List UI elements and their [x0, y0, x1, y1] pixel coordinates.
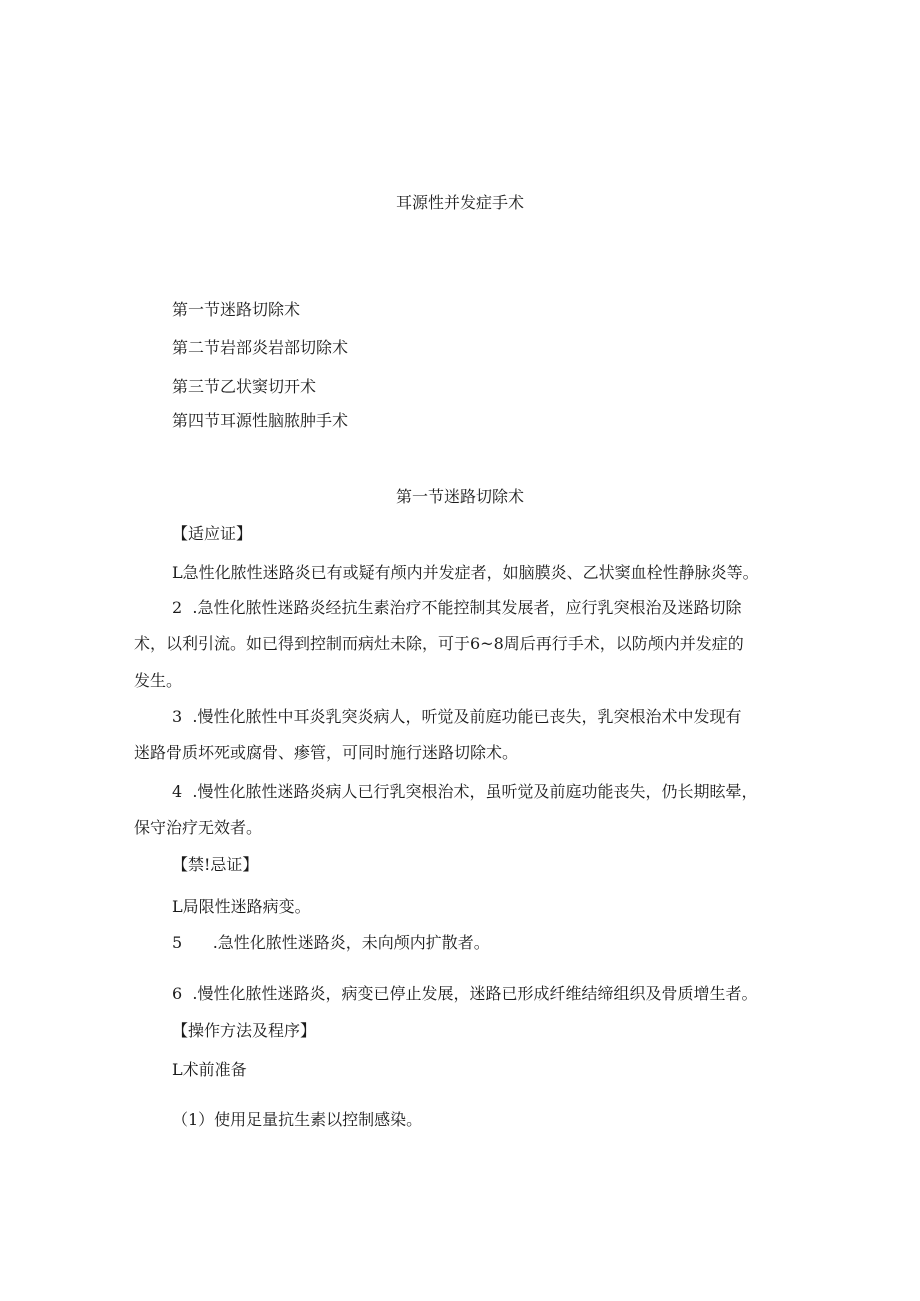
toc-item-4: 第四节耳源性脑脓肿手术 — [172, 411, 349, 430]
indication-item-3-line-1: 3 .慢性化脓性中耳炎乳突炎病人，听觉及前庭功能已丧失，乳突根治术中发现有 — [172, 707, 742, 726]
section-title: 第一节迷路切除术 — [395, 487, 524, 506]
toc-item-2: 第二节岩部炎岩部切除术 — [172, 338, 349, 357]
indications-heading: 【适应证】 — [172, 524, 253, 543]
procedure-item-1: L术前准备 — [172, 1060, 247, 1079]
indication-item-1: L急性化脓性迷路炎已有或疑有颅内并发症者，如脑膜炎、乙状窦血栓性静脉炎等。 — [172, 563, 759, 582]
toc-item-1: 第一节迷路切除术 — [172, 300, 301, 319]
contraindications-heading: 【禁!忌证】 — [172, 855, 259, 874]
indication-item-2-line-3: 发生。 — [134, 671, 183, 690]
contraindication-item-1: L局限性迷路病变。 — [172, 897, 311, 916]
contraindication-item-5: 5 .急性化脓性迷路炎，未向颅内扩散者。 — [172, 933, 490, 952]
indication-item-3-line-2: 迷路骨质坏死或腐骨、瘆管，可同时施行迷路切除术。 — [134, 743, 519, 762]
contraindication-item-6: 6 .慢性化脓性迷路炎，病变已停止发展，迷路已形成纤维结缔组织及骨质增生者。 — [172, 984, 758, 1003]
procedure-sub-item-1: （1）使用足量抗生素以控制感染。 — [172, 1110, 423, 1129]
indication-item-2-line-1: 2 .急性化脓性迷路炎经抗生素治疗不能控制其发展者，应行乳突根治及迷路切除 — [172, 598, 742, 617]
procedure-heading: 【操作方法及程序】 — [172, 1021, 317, 1040]
indication-item-4-line-2: 保守治疗无效者。 — [134, 818, 263, 837]
indication-item-2-line-2: 术，以利引流。如已得到控制而病灶未除，可于6~8周后再行手术，以防颅内并发症的 — [134, 634, 744, 653]
toc-item-3: 第三节乙状窦切开术 — [172, 377, 317, 396]
document-title: 耳源性并发症手术 — [395, 193, 524, 212]
indication-item-4-line-1: 4 .慢性化脓性迷路炎病人已行乳突根治术，虽听觉及前庭功能丧失，仍长期眩晕， — [172, 782, 758, 801]
